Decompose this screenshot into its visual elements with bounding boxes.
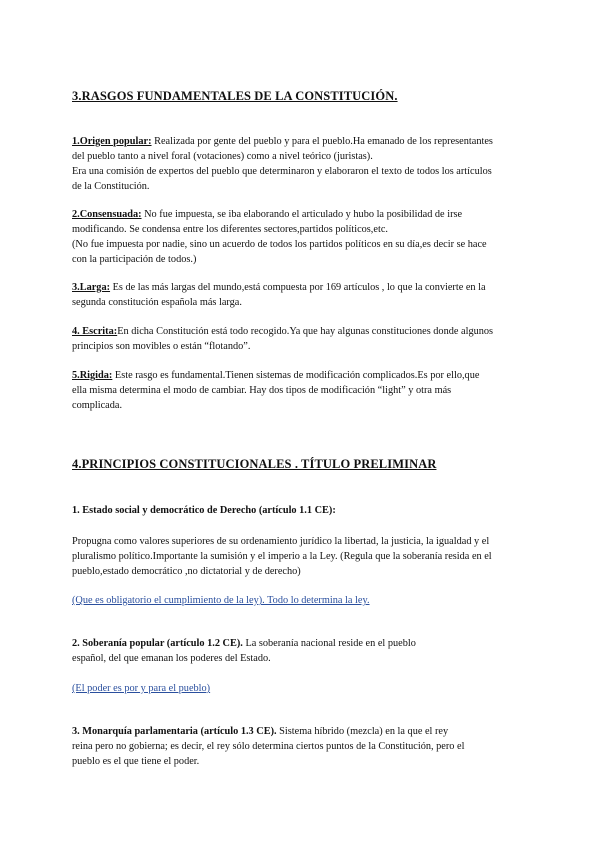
trait-label: 4. Escrita: (72, 326, 118, 337)
trait-label: 2.Consensuada: (72, 209, 142, 220)
trait-label: 3.Larga: (72, 282, 111, 293)
principle-1-body: Propugna como valores superiores de su ordenamiento jurídico la libertad, la justicia, la igualdad y el pluralismo político.Importante la sumisión y el imperio a la Ley. (Regula que la soberanía resida en el pueblo,estado democrático ,no dictatorial y de derecho) (72, 536, 492, 577)
principle-2-link[interactable]: (El poder es por y para el pueblo) (72, 683, 211, 694)
principle-2-note (72, 681, 528, 696)
principle-1-title: 1. Estado social y democrático de Derecho (artículo 1.1 CE): (72, 505, 336, 516)
trait-larga: 3.Larga: Es de las más largas del mundo,está compuesta por 169 artículos , lo que la convierte en la segunda constitución española más larga. (72, 282, 486, 308)
trait-escrita: 4. Escrita:En dicha Constitución está todo recogido.Ya que hay algunas constituciones donde algunos principios son movibles o están “flotando”. (72, 326, 494, 352)
principle-1-link[interactable]: (Que es obligatorio el cumplimiento de la ley). Todo lo determina la ley. (72, 595, 370, 606)
trait-label: 1.Origen popular: (72, 136, 152, 147)
section-3-heading: 3.RASGOS FUNDAMENTALES DE LA CONSTITUCIÓN. (72, 89, 398, 103)
principle-2: 2. Soberanía popular (artículo 1.2 CE). La soberanía nacional reside en el pueblo español, del que emanan los poderes del Estado. (72, 638, 416, 664)
trait-rigida: 5.Rigida: Este rasgo es fundamental.Tienen sistemas de modificación complicados.Es por ello,que ella misma determina el modo de cambiar. Hay dos tipos de modificación “light” y otra más complicada. (72, 370, 480, 411)
principle-1-note (72, 593, 528, 608)
trait-consensuada: 2.Consensuada: No fue impuesta, se iba elaborando el articulado y hubo la posibilidad de irse modificando. Se condensa entre los diferentes sectores,partidos políticos,etc. (No fue impuesta por nadie, sino un acuerdo de todos los partidos políticos en su día,es decir se hace con la participación de todos.) (72, 209, 487, 265)
principle-2-title: 2. Soberanía popular (artículo 1.2 CE). (72, 638, 243, 649)
section-4-heading: 4.PRINCIPIOS CONSTITUCIONALES . TÍTULO PRELIMINAR (72, 457, 437, 471)
principle-3-title: 3. Monarquía parlamentaria (artículo 1.3 CE). (72, 726, 277, 737)
principle-3: 3. Monarquía parlamentaria (artículo 1.3 CE). Sistema híbrido (mezcla) en la que el rey reina pero no gobierna; es decir, el rey sólo determina ciertos puntos de la Constitución, pero el pueblo es el que tiene el poder. (72, 726, 465, 767)
trait-origen-popular: 1.Origen popular: Realizada por gente del pueblo y para el pueblo.Ha emanado de los representantes del pueblo tanto a nivel foral (votaciones) como a nivel teórico (juristas). Era una comisión de expertos del pueblo que determinaron y elaboraron el texto de todos los artículos de la Constitución. (72, 136, 493, 192)
trait-label: 5.Rigida: (72, 370, 113, 381)
